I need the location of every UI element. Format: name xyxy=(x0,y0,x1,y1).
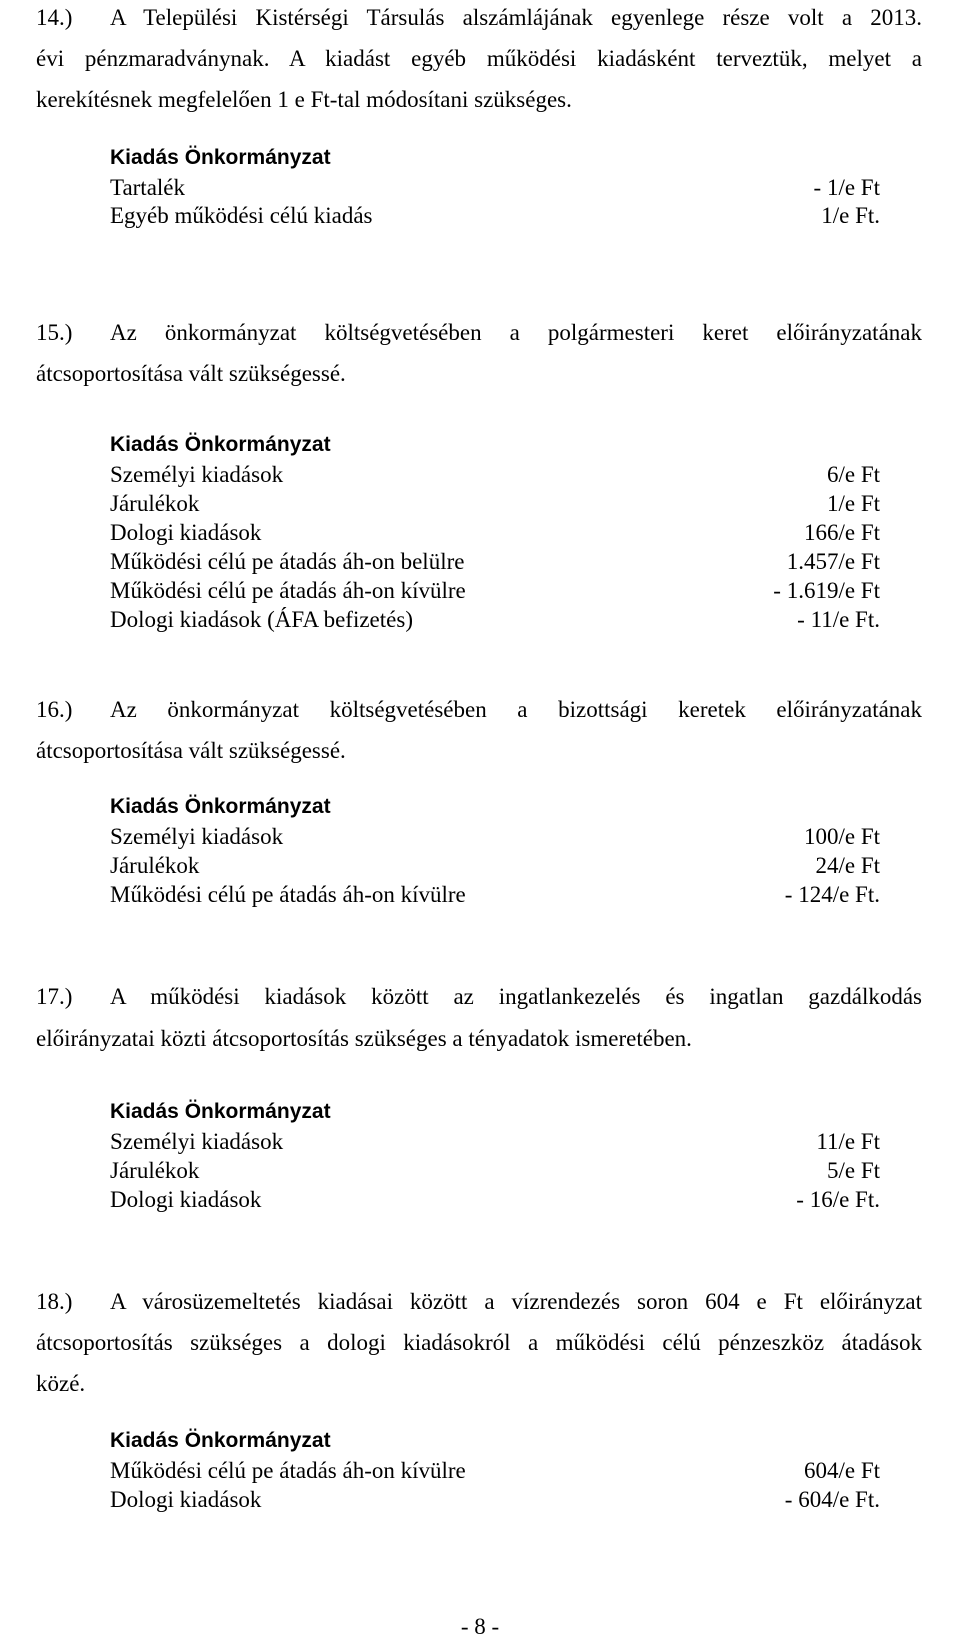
row-amount: 6/e Ft xyxy=(826,462,880,487)
row-label: Dologi kiadások xyxy=(110,520,262,545)
row-label: Tartalék xyxy=(110,175,186,200)
section-number: 18.) xyxy=(36,1289,73,1314)
table-row xyxy=(110,579,880,605)
table-row xyxy=(110,176,880,202)
paragraph-line: A Települési Kistérségi Társulás alszámlájának egyenlege része volt a 2013. xyxy=(110,5,922,30)
row-amount: 11/e Ft xyxy=(816,1129,880,1154)
row-label: Dologi kiadások xyxy=(110,1187,262,1212)
paragraph-line: Az önkormányzat költségvetésében a bizottsági keretek előirányzatának xyxy=(110,697,922,722)
paragraph-line: átcsoportosítása vált szükségessé. xyxy=(36,361,346,386)
row-label: Működési célú pe átadás áh-on kívülre xyxy=(110,1458,466,1483)
section-number: 14.) xyxy=(36,5,73,30)
row-amount: - 124/e Ft. xyxy=(784,882,880,907)
paragraph-line: átcsoportosítás szükséges a dologi kiadásokról a működési célú pénzeszköz átadások xyxy=(36,1330,922,1355)
table-heading: Kiadás Önkormányzat xyxy=(110,795,331,818)
table-row xyxy=(110,1130,880,1156)
row-label: Működési célú pe átadás áh-on kívülre xyxy=(110,578,466,603)
section-number: 16.) xyxy=(36,697,73,722)
row-label: Személyi kiadások xyxy=(110,462,284,487)
table-row xyxy=(110,1188,880,1214)
row-amount: 604/e Ft xyxy=(803,1458,880,1483)
row-amount: - 604/e Ft. xyxy=(784,1487,880,1512)
table-heading: Kiadás Önkormányzat xyxy=(110,146,331,169)
row-amount: 166/e Ft xyxy=(803,520,880,545)
table-row xyxy=(110,1459,880,1485)
row-amount: 100/e Ft xyxy=(803,824,880,849)
table-row xyxy=(110,463,880,489)
paragraph-line: A városüzemeltetés kiadásai között a vízrendezés soron 604 e Ft előirányzat xyxy=(110,1289,922,1314)
section-number: 15.) xyxy=(36,320,73,345)
table-row xyxy=(110,825,880,851)
table-row xyxy=(110,204,880,230)
table-row xyxy=(110,1159,880,1185)
table-row xyxy=(110,608,880,634)
row-label: Dologi kiadások xyxy=(110,1487,262,1512)
row-amount: 1.457/e Ft xyxy=(786,549,880,574)
paragraph-line: évi pénzmaradványnak. A kiadást egyéb működési kiadásként terveztük, melyet a xyxy=(36,46,922,71)
table-heading: Kiadás Önkormányzat xyxy=(110,1429,331,1452)
row-label: Járulékok xyxy=(110,1158,200,1183)
table-heading: Kiadás Önkormányzat xyxy=(110,1100,331,1123)
table-row xyxy=(110,1488,880,1514)
row-label: Személyi kiadások xyxy=(110,824,284,849)
row-label: Járulékok xyxy=(110,491,200,516)
row-label: Személyi kiadások xyxy=(110,1129,284,1154)
row-amount: 1/e Ft xyxy=(826,491,880,516)
paragraph-line: átcsoportosítása vált szükségessé. xyxy=(36,738,346,763)
table-row xyxy=(110,550,880,576)
section-number: 17.) xyxy=(36,984,73,1009)
table-row xyxy=(110,883,880,909)
row-amount: - 16/e Ft. xyxy=(796,1187,880,1212)
row-label: Működési célú pe átadás áh-on kívülre xyxy=(110,882,466,907)
row-label: Egyéb működési célú kiadás xyxy=(110,203,373,228)
row-label: Dologi kiadások (ÁFA befizetés) xyxy=(110,607,413,632)
row-amount: - 1.619/e Ft xyxy=(773,578,880,603)
row-amount: 1/e Ft. xyxy=(821,203,880,228)
paragraph-line: A működési kiadások között az ingatlankezelés és ingatlan gazdálkodás xyxy=(110,984,922,1009)
row-label: Működési célú pe átadás áh-on belülre xyxy=(110,549,465,574)
table-row xyxy=(110,492,880,518)
paragraph-line: kerekítésnek megfelelően 1 e Ft-tal módosítani szükséges. xyxy=(36,87,572,112)
paragraph-line: közé. xyxy=(36,1371,86,1396)
table-heading: Kiadás Önkormányzat xyxy=(110,433,331,456)
row-label: Járulékok xyxy=(110,853,200,878)
row-amount: 5/e Ft xyxy=(826,1158,880,1183)
row-amount: - 11/e Ft. xyxy=(797,607,880,632)
table-row xyxy=(110,854,880,880)
page-number: - 8 - xyxy=(460,1614,500,1639)
paragraph-line: előirányzatai közti átcsoportosítás szükséges a tényadatok ismeretében. xyxy=(36,1026,692,1051)
row-amount: - 1/e Ft xyxy=(813,175,880,200)
table-row xyxy=(110,521,880,547)
paragraph-line: Az önkormányzat költségvetésében a polgármesteri keret előirányzatának xyxy=(110,320,922,345)
row-amount: 24/e Ft xyxy=(815,853,880,878)
